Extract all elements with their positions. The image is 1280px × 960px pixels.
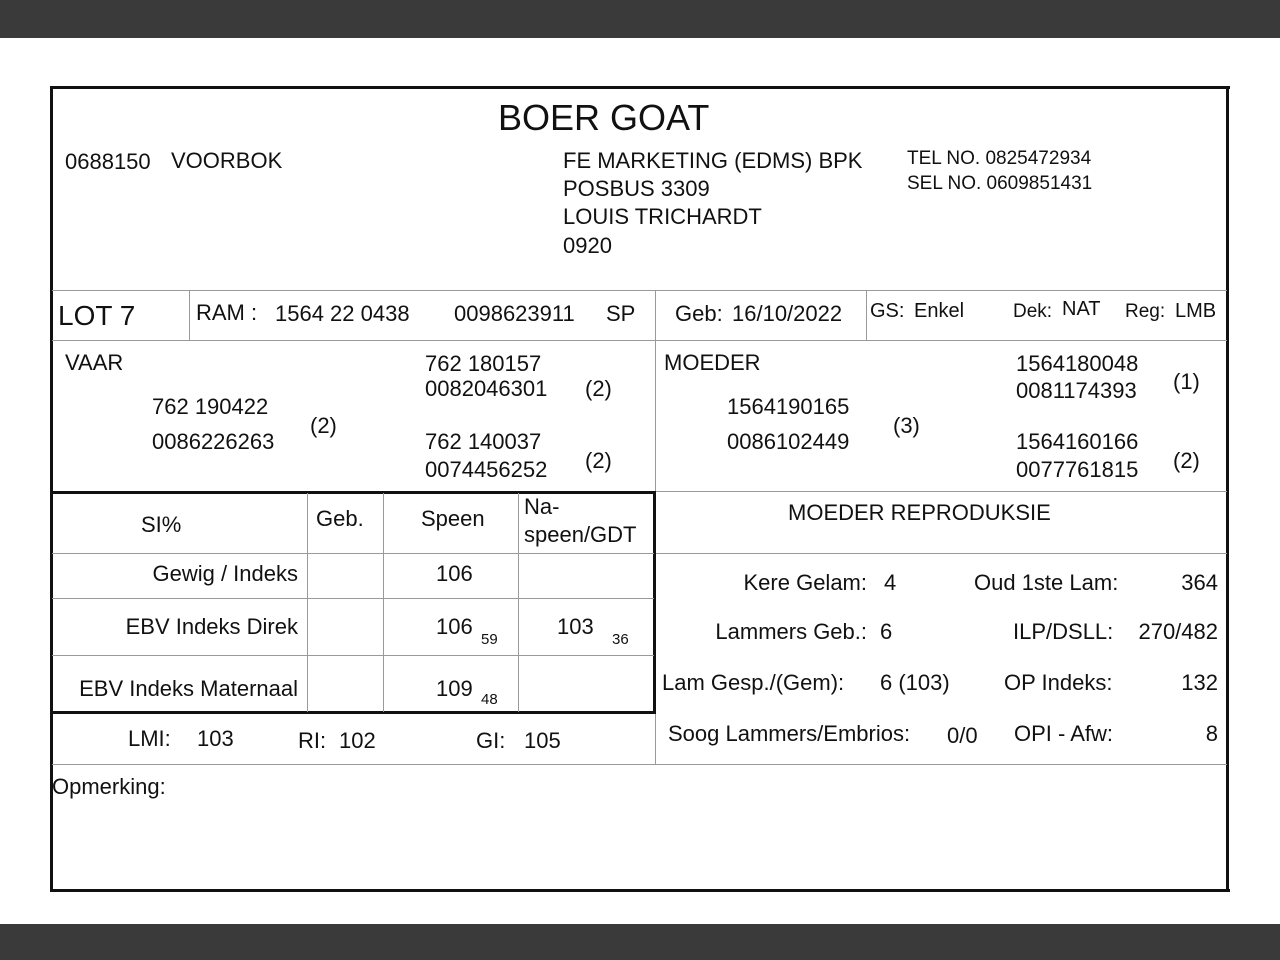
perf-col-naspeen	[518, 493, 519, 712]
ilp-value: 270/482	[1138, 619, 1218, 644]
op-label: OP Indeks:	[1004, 670, 1113, 695]
dam-label: MOEDER	[664, 350, 761, 375]
perf-col-speen	[383, 493, 384, 712]
seller-postal-code: 0920	[563, 233, 612, 258]
seller-town: LOUIS TRICHARDT	[563, 204, 762, 229]
ram-suffix: SP	[606, 301, 636, 326]
gi-label: GI:	[476, 728, 506, 753]
opi-value: 8	[1205, 721, 1218, 746]
soog-label: Soog Lammers/Embrios:	[668, 721, 911, 746]
dam-sire-id: 1564180048	[1016, 351, 1139, 376]
card-border-bottom	[50, 889, 1230, 892]
rule-born-divider	[655, 291, 656, 341]
rule-pedigree-top	[52, 340, 1227, 341]
bottom-frame-bar	[0, 924, 1280, 960]
dam-reg: 0086102449	[727, 429, 850, 454]
lmi-label: LMI:	[128, 726, 171, 751]
sire-dam-reg: 0074456252	[425, 457, 548, 482]
gs-label: GS:	[870, 300, 905, 322]
rule-gs-divider	[866, 291, 867, 341]
top-frame-bar	[0, 0, 1280, 38]
lammers-label: Lammers Geb.:	[715, 619, 867, 644]
perf-header-si: SI%	[141, 512, 182, 537]
dam-sire-reg: 0081174393	[1016, 378, 1137, 403]
perf-row-naspeen-value: 103	[557, 614, 594, 639]
card-border-top	[50, 86, 1230, 89]
perf-header-geb: Geb.	[316, 506, 364, 531]
perf-border-bottom	[50, 711, 656, 714]
perf-row-speen-value: 106	[436, 561, 473, 586]
perf-row-label: EBV Indeks Maternaal	[79, 676, 298, 701]
sire-reg: 0086226263	[152, 429, 275, 454]
soog-value: 0/0	[947, 723, 978, 748]
dam-dam-id: 1564160166	[1016, 429, 1139, 454]
lot-number: LOT 7	[58, 300, 136, 331]
seller-tel: TEL NO. 0825472934	[907, 148, 1092, 169]
kere-label: Kere Gelam:	[743, 570, 867, 595]
ram-id: 1564 22 0438	[275, 301, 410, 326]
perf-header-speen: Speen	[421, 506, 485, 531]
perf-border-top	[50, 491, 656, 494]
sire-label: VAAR	[65, 350, 124, 375]
dam-id: 1564190165	[727, 394, 850, 419]
perf-row-naspeen-subscript: 36	[612, 631, 629, 648]
rule-lot-top	[52, 290, 1227, 291]
dek-value: NAT	[1062, 298, 1101, 320]
perf-header-naspeen-line1: Na-	[524, 494, 560, 519]
dam-dam-reg: 0077761815	[1016, 457, 1139, 482]
perf-rule-1	[52, 553, 654, 554]
animal-id: 0688150	[65, 149, 151, 174]
perf-row-speen-value: 109	[436, 676, 473, 701]
perf-row-speen-value: 106	[436, 614, 473, 639]
kere-value: 4	[884, 570, 897, 595]
oud-label: Oud 1ste Lam:	[974, 570, 1119, 595]
op-value: 132	[1181, 670, 1218, 695]
ram-label: RAM :	[196, 300, 258, 325]
ri-value: 102	[339, 728, 376, 753]
opi-label: OPI - Afw:	[1014, 721, 1114, 746]
gesp-label: Lam Gesp./(Gem):	[662, 670, 845, 695]
perf-border-right	[653, 491, 656, 714]
seller-po-box: POSBUS 3309	[563, 176, 710, 201]
perf-row-speen-subscript: 59	[481, 631, 498, 648]
remarks-label: Opmerking:	[52, 774, 166, 799]
gs-value: Enkel	[914, 300, 965, 322]
rule-repro-header	[656, 553, 1227, 554]
reg-label: Reg:	[1125, 301, 1166, 322]
rule-remarks-top	[52, 764, 1227, 765]
sire-sire-count: (2)	[585, 376, 612, 401]
sire-id: 762 190422	[152, 394, 269, 419]
rule-lot-divider	[189, 291, 190, 341]
repro-title: MOEDER REPRODUKSIE	[788, 500, 1051, 525]
oud-value: 364	[1181, 570, 1218, 595]
ram-reg: 0098623911	[454, 301, 575, 326]
dek-label: Dek:	[1013, 301, 1053, 322]
perf-row-label: Gewig / Indeks	[152, 561, 298, 586]
seller-cell: SEL NO. 0609851431	[907, 173, 1093, 194]
rule-repro-top	[656, 491, 1227, 492]
animal-category: VOORBOK	[171, 148, 283, 173]
sire-count: (2)	[310, 413, 337, 438]
card-border-left	[50, 86, 53, 892]
card-title: BOER GOAT	[498, 97, 710, 138]
dam-count: (3)	[893, 413, 920, 438]
gi-value: 105	[524, 728, 561, 753]
perf-row-label: EBV Indeks Direk	[125, 614, 298, 639]
card-border-right	[1226, 86, 1229, 892]
born-date: 16/10/2022	[732, 301, 843, 326]
perf-row-speen-subscript: 48	[481, 691, 498, 708]
dam-dam-count: (2)	[1173, 448, 1200, 473]
dam-sire-count: (1)	[1173, 369, 1200, 394]
sire-sire-id: 762 180157	[425, 351, 542, 376]
ilp-label: ILP/DSLL:	[1013, 619, 1114, 644]
gesp-value: 6 (103)	[880, 670, 950, 695]
seller-name: FE MARKETING (EDMS) BPK	[563, 148, 863, 173]
perf-rule-2	[52, 598, 654, 599]
lammers-value: 6	[880, 619, 893, 644]
lmi-value: 103	[197, 726, 234, 751]
ri-label: RI:	[298, 728, 327, 753]
sire-dam-id: 762 140037	[425, 429, 542, 454]
sire-sire-reg: 0082046301	[425, 376, 548, 401]
reg-value: LMB	[1175, 300, 1217, 322]
sire-dam-count: (2)	[585, 448, 612, 473]
born-label: Geb:	[675, 301, 723, 326]
perf-rule-3	[52, 655, 654, 656]
perf-col-geb	[307, 493, 308, 712]
perf-header-naspeen-line2: speen/GDT	[524, 522, 637, 547]
